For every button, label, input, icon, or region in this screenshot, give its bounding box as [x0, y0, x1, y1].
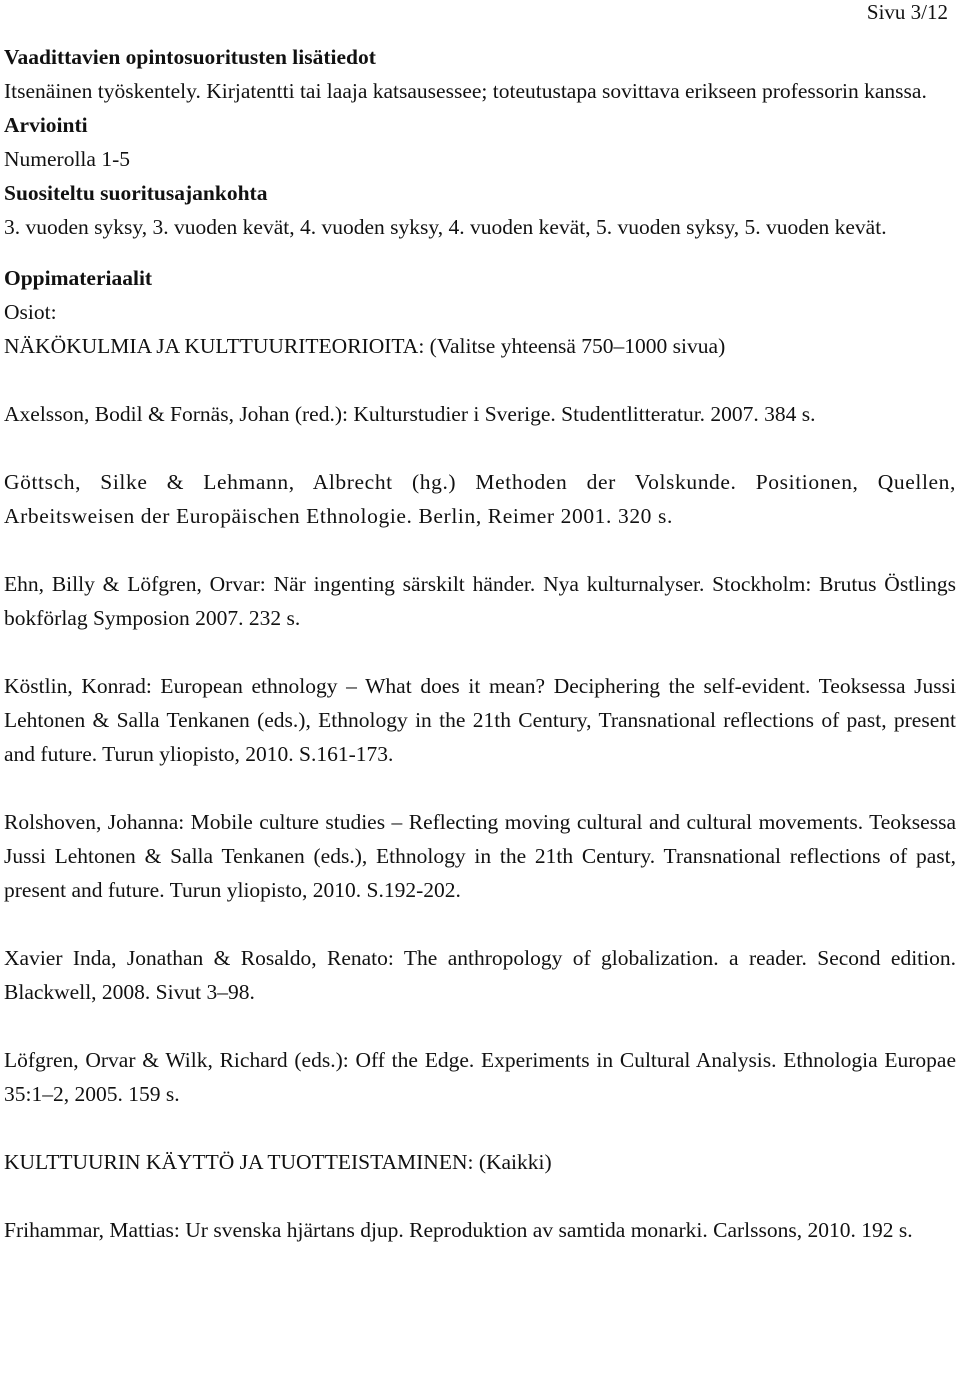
reference-item: Axelsson, Bodil & Fornäs, Johan (red.): Kulturstudier i Sverige. Studentlitteratur. 2007. 384 s.	[4, 402, 816, 426]
assessment-heading: Arviointi	[4, 113, 88, 137]
assessment-text: Numerolla 1-5	[4, 147, 130, 171]
timing-heading: Suositeltu suoritusajankohta	[4, 181, 268, 205]
extra-info-text: Itsenäinen työskentely. Kirjatentti tai laaja katsausessee; toteutustapa sovittava erikseen professorin kanssa.	[4, 79, 927, 103]
reference-item: Löfgren, Orvar & Wilk, Richard (eds.): Off the Edge. Experiments in Cultural Analysis. Ethnologia Europae 35:1–2, 2005. 159 s.	[4, 1048, 956, 1106]
reference-item: Köstlin, Konrad: European ethnology – What does it mean? Deciphering the self-evident. Teoksessa Jussi Lehtonen & Salla Tenkanen (eds.), Ethnology in the 21th Century, Transnational reflections of past, present and future. Turun yliopisto, 2010. S.161-173.	[4, 674, 956, 766]
document-page	[4, 0, 956, 1382]
course-content	[4, 40, 956, 1247]
reference-item: Rolshoven, Johanna: Mobile culture studies – Reflecting moving cultural and cultural movements. Teoksessa Jussi Lehtonen & Salla Tenkanen (eds.), Ethnology in the 21th Century. Transnational reflections of past, present and future. Turun yliopisto, 2010. S.192-202.	[4, 810, 956, 902]
page-number: Sivu 3/12	[866, 0, 948, 24]
reference-item: Ehn, Billy & Löfgren, Orvar: När ingenting särskilt händer. Nya kulturnalyser. Stockholm: Brutus Östlings bokförlag Symposion 2007. 232 s.	[4, 572, 956, 630]
reference-item: Xavier Inda, Jonathan & Rosaldo, Renato: The anthropology of globalization. a reader. Second edition. Blackwell, 2008. Sivut 3–98.	[4, 946, 956, 1004]
extra-info-heading: Vaadittavien opintosuoritusten lisätiedot	[4, 45, 376, 69]
section-title-perspectives: NÄKÖKULMIA JA KULTTUURITEORIOITA: (Valitse yhteensä 750–1000 sivua)	[4, 334, 726, 358]
reference-item: Göttsch, Silke & Lehmann, Albrecht (hg.) Methoden der Volskunde. Positionen, Quellen, Arbeitsweisen der Europäischen Ethnologie. Berlin, Reimer 2001. 320 s.	[4, 470, 956, 528]
materials-heading: Oppimateriaalit	[4, 266, 153, 290]
timing-text: 3. vuoden syksy, 3. vuoden kevät, 4. vuoden syksy, 4. vuoden kevät, 5. vuoden syksy, 5. vuoden kevät.	[4, 215, 887, 239]
materials-parts-label: Osiot:	[4, 300, 57, 324]
section-title-culture-use: KULTTUURIN KÄYTTÖ JA TUOTTEISTAMINEN: (Kaikki)	[4, 1150, 552, 1174]
reference-item: Frihammar, Mattias: Ur svenska hjärtans djup. Reproduktion av samtida monarki. Carlssons, 2010. 192 s.	[4, 1218, 913, 1242]
